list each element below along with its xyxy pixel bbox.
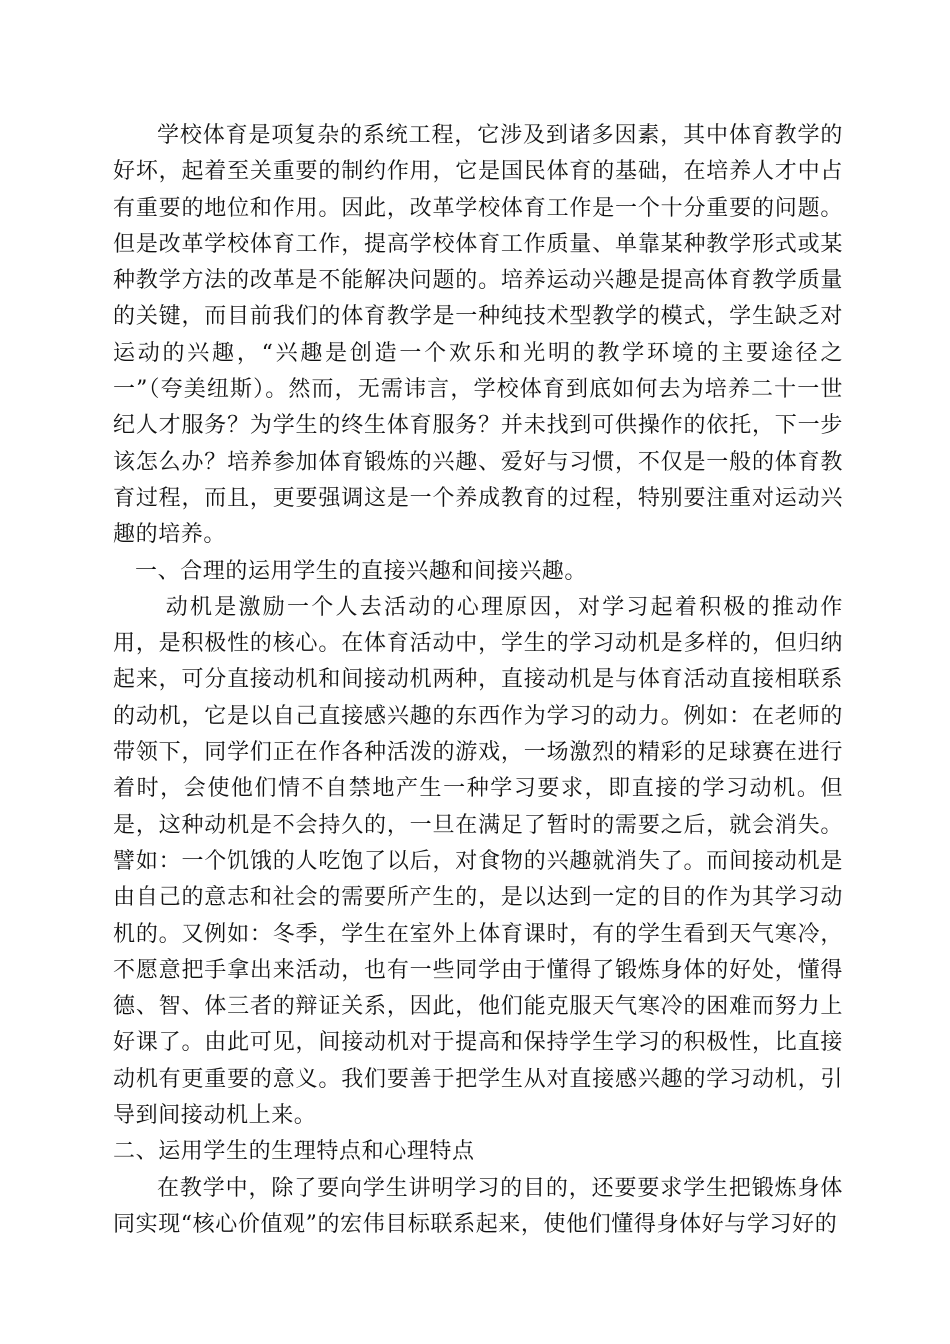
paragraph-intro: 学校体育是项复杂的系统工程，它涉及到诸多因素，其中体育教学的好坏，起着至关重要的制约作用，它是国民体育的基础，在培养人才中占有重要的地位和作用。因此，改革学校体育工作是一个十分重要的问题。但是改革学校体育工作，提高学校体育工作质量、单靠某种教学形式或某种教学方法的改革是不能解决问题的。培养运动兴趣是提高体育教学质量的关键，而目前我们的体育教学是一种纯技术型教学的模式，学生缺乏对运动的兴趣，“兴趣是创造一个欢乐和光明的教学环境的主要途径之一”（夸美纽斯）。然而，无需讳言，学校体育到底如何去为培养二十一世纪人才服务？为学生的终生体育服务？并未找到可供操作的依托，下一步该怎么办？培养参加体育锻炼的兴趣、爱好与习惯，不仅是一般的体育教育过程，而且，更要强调这是一个养成教育的过程，特别要注重对运动兴趣的培养。 (113, 123, 843, 548)
document-body (113, 118, 843, 1243)
paragraph-teaching: 在教学中，除了要向学生讲明学习的目的，还要要求学生把锻炼身体同实现“核心价值观”的宏伟目标联系起来，使他们懂得身体好与学习好的 (113, 1175, 843, 1237)
section-heading-1: 一、合理的运用学生的直接兴趣和间接兴趣。 (135, 558, 588, 584)
section-heading-2: 二、运用学生的生理特点和心理特点 (113, 1139, 475, 1165)
paragraph-motivation: 动机是激励一个人去活动的心理原因，对学习起着积极的推动作用，是积极性的核心。在体育活动中，学生的学习动机是多样的，但归纳起来，可分直接动机和间接动机两种，直接动机是与体育活动直接相联系的动机，它是以自己直接感兴趣的东西作为学习的动力。例如：在老师的带领下，同学们正在作各种活泼的游戏，一场激烈的精彩的足球赛在进行着时，会使他们情不自禁地产生一种学习要求，即直接的学习动机。但是，这种动机是不会持久的，一旦在满足了暂时的需要之后，就会消失。譬如：一个饥饿的人吃饱了以后，对食物的兴趣就消失了。而间接动机是由自己的意志和社会的需要所产生的，是以达到一定的目的作为其学习动机的。又例如：冬季，学生在室外上体育课时，有的学生看到天气寒冷，不愿意把手拿出来活动，也有一些同学由于懂得了锻炼身体的好处，懂得德、智、体三者的辩证关系，因此，他们能克服天气寒冷的困难而努力上好课了。由此可见，间接动机对于提高和保持学生学习的积极性，比直接动机有更重要的意义。我们要善于把学生从对直接感兴趣的学习动机，引导到间接动机上来。 (113, 594, 843, 1129)
